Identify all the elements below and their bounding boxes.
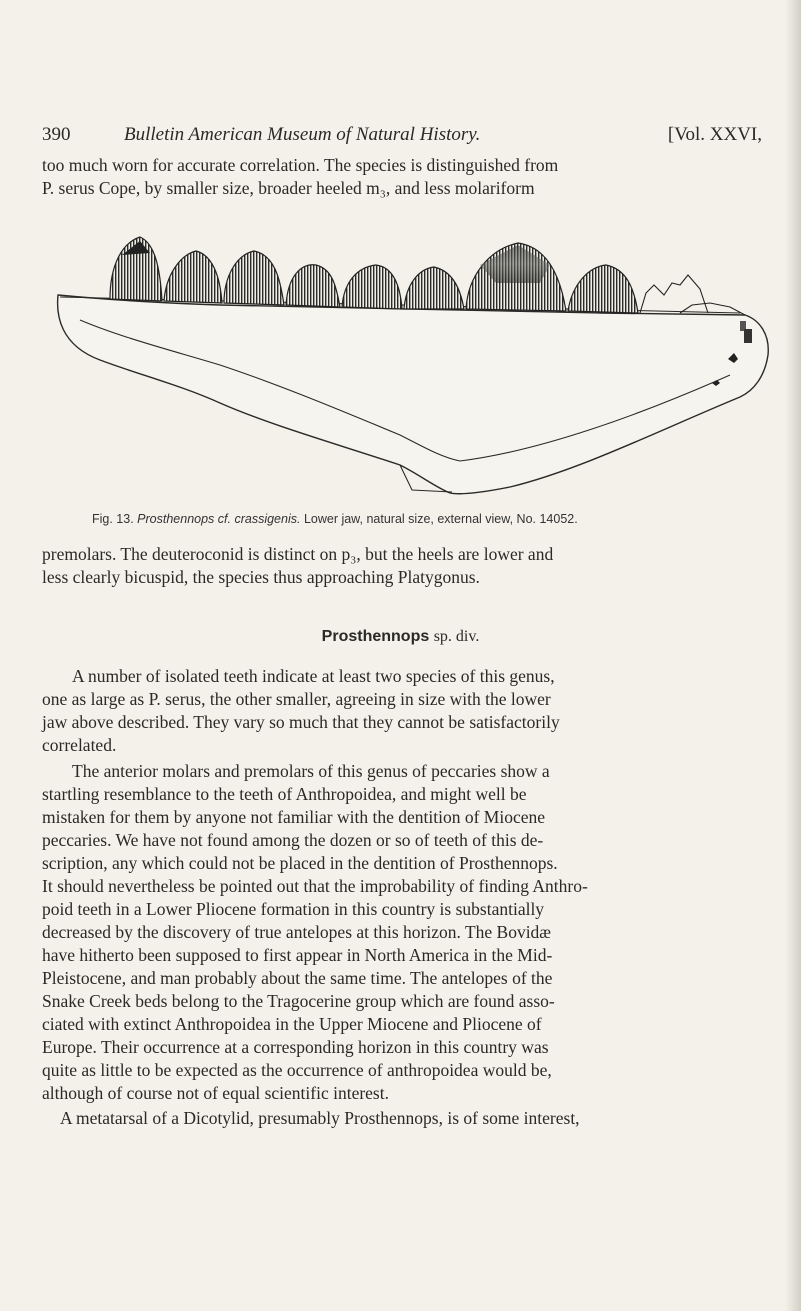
text-line: Pleistocene, and man probably about the same time. The antelopes of the [42, 968, 553, 988]
text-line: have hitherto been supposed to first appear in North America in the Mid- [42, 945, 553, 965]
text-line: quite as little to be expected as the occurrence of anthropoidea would be, [42, 1060, 552, 1080]
text-line: A metatarsal of a Dicotylid, presumably Prosthennops, is of some interest, [60, 1108, 580, 1128]
paragraph-metatarsal [42, 1107, 760, 1130]
running-header [42, 124, 762, 152]
journal-title: Bulletin American Museum of Natural History. [124, 124, 481, 145]
page-number: 390 [42, 124, 71, 145]
text-line: mistaken for them by anyone not familiar with the dentition of Miocene [42, 807, 545, 827]
figure-lower-jaw [40, 225, 780, 505]
figure-caption [92, 512, 772, 526]
lower-jaw-illustration-icon [40, 225, 780, 505]
text-line: poid teeth in a Lower Pliocene formation in this country is substantially [42, 899, 545, 919]
text-line: scription, any which could not be placed in the dentition of Prosthennops. [42, 853, 558, 873]
text-line: P. serus Cope, by smaller size, broader heeled m₃, and less molariform [42, 178, 535, 198]
text-line: It should nevertheless be pointed out that the improbability of finding Anthro- [42, 876, 588, 896]
volume-number: [Vol. XXVI, [667, 124, 762, 145]
page-edge-shadow [785, 0, 801, 1311]
text-line: decreased by the discovery of true antelopes at this horizon. The Bovidæ [42, 922, 551, 942]
text-line: less clearly bicuspid, the species thus approaching Platygonus. [42, 567, 480, 587]
text-line: Snake Creek beds belong to the Tragocerine group which are found asso- [42, 991, 555, 1011]
text-line: A number of isolated teeth indicate at least two species of this genus, [72, 666, 555, 686]
paragraph-after-figure [42, 543, 760, 589]
text-line: correlated. [42, 735, 117, 755]
text-line: Europe. Their occurrence at a corresponding horizon in this country was [42, 1037, 549, 1057]
text-line: The anterior molars and premolars of this genus of peccaries show a [72, 761, 550, 781]
text-line: peccaries. We have not found among the dozen or so of teeth of this de- [42, 830, 544, 850]
text-line: startling resemblance to the teeth of Anthropoidea, and might well be [42, 784, 527, 804]
paragraph-anthropoidea [42, 760, 760, 1105]
text-line: although of course not of equal scientific interest. [42, 1083, 389, 1103]
text-line: ciated with extinct Anthropoidea in the Upper Miocene and Pliocene of [42, 1014, 542, 1034]
caption-text: Lower jaw, natural size, external view, No. 14052. [303, 512, 578, 526]
text-line: jaw above described. They vary so much that they cannot be satisfactorily [42, 712, 560, 732]
section-genus: Prosthennops [321, 628, 430, 645]
caption-genus: Prosthennops cf. crassigenis. [137, 512, 301, 526]
caption-label: Fig. 13. [92, 512, 134, 526]
section-heading [0, 628, 801, 646]
text-line: too much worn for accurate correlation. The species is distinguished from [42, 155, 559, 175]
section-species: sp. div. [433, 628, 480, 645]
paragraph-isolated-teeth [42, 665, 760, 757]
top-paragraph [42, 154, 760, 200]
text-line: premolars. The deuteroconid is distinct on p₃, but the heels are lower and [42, 544, 554, 564]
text-line: one as large as P. serus, the other smaller, agreeing in size with the lower [42, 689, 551, 709]
